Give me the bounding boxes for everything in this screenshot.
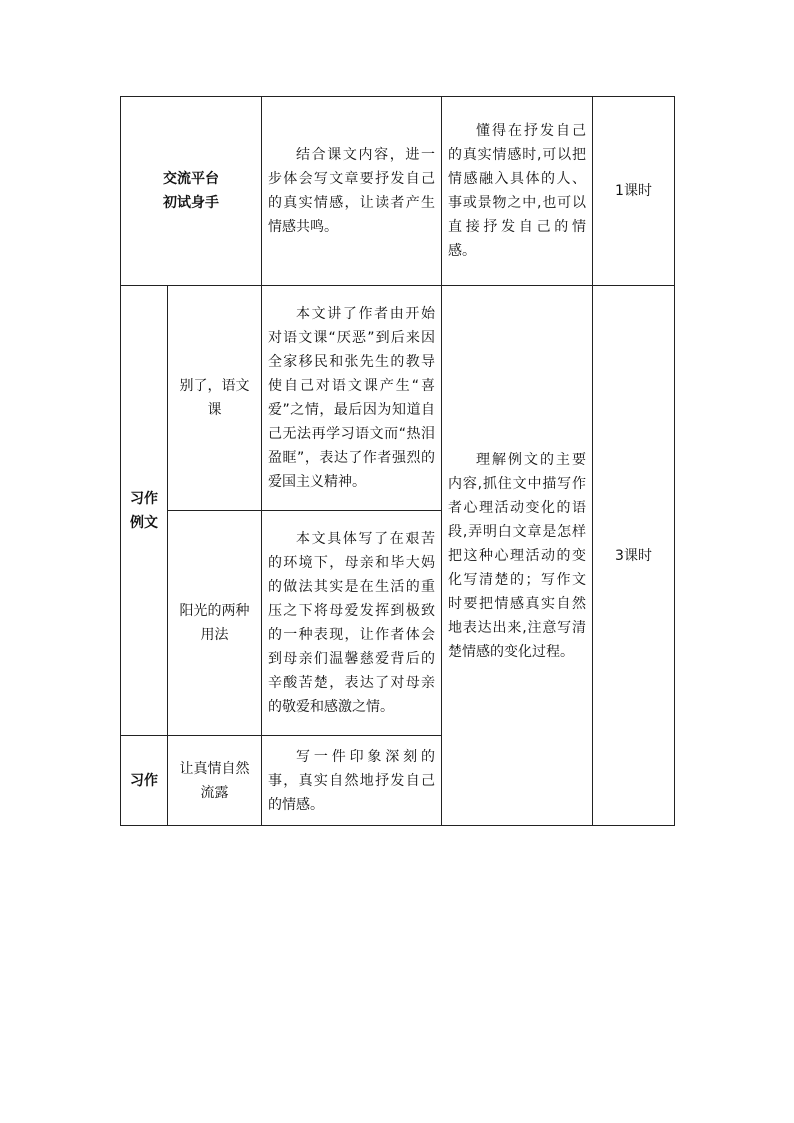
jiaoliu-title-cell bbox=[121, 97, 262, 286]
jiaoliu-key: 懂得在抒发自己的真实情感时,可以把情感融入具体的人、事或景物之中,也可以直接抒发自己的情感。 bbox=[442, 97, 593, 286]
jiaoliu-title-line1: 交流平台 bbox=[163, 171, 219, 187]
xizuo-goal: 写一件印象深刻的事，真实自然地抒发自己的情感。 bbox=[262, 736, 442, 826]
lili-hours: 3课时 bbox=[593, 286, 675, 826]
lesson-plan-table bbox=[120, 96, 675, 826]
lili-title-1: 别了，语文课 bbox=[168, 286, 262, 511]
jiaoliu-title-line2: 初试身手 bbox=[163, 195, 219, 211]
lili-goal-2: 本文具体写了在艰苦的环境下，母亲和毕大妈的做法其实是在生活的重压之下将母爱发挥到极致的一种表现，让作者体会到母亲们温馨慈爱背后的辛酸苦楚，表达了对母亲的敬爱和感激之情。 bbox=[262, 511, 442, 736]
jiaoliu-hours: 1课时 bbox=[593, 97, 675, 286]
row-jiaoliu bbox=[121, 97, 675, 286]
jiaoliu-goal: 结合课文内容，进一步体会写文章要抒发自己的真实情感，让读者产生情感共鸣。 bbox=[262, 97, 442, 286]
xizuo-title: 让真情自然流露 bbox=[168, 736, 262, 826]
row-lili-1 bbox=[121, 286, 675, 511]
xizuo-group-label: 习作 bbox=[121, 736, 168, 826]
lili-title-2: 阳光的两种用法 bbox=[168, 511, 262, 736]
lili-goal-1: 本文讲了作者由开始对语文课“厌恶”到后来因全家移民和张先生的教导使自己对语文课产生“喜爱”之情，最后因为知道自己无法再学习语文而“热泪盈眶”，表达了作者强烈的爱国主义精神。 bbox=[262, 286, 442, 511]
lili-group-label: 习作例文 bbox=[121, 286, 168, 736]
lili-key: 理解例文的主要内容,抓住文中描写作者心理活动变化的语段,弄明白文章是怎样把这种心理活动的变化写清楚的；写作文时要把情感真实自然地表达出来,注意写清楚情感的变化过程。 bbox=[442, 286, 593, 826]
